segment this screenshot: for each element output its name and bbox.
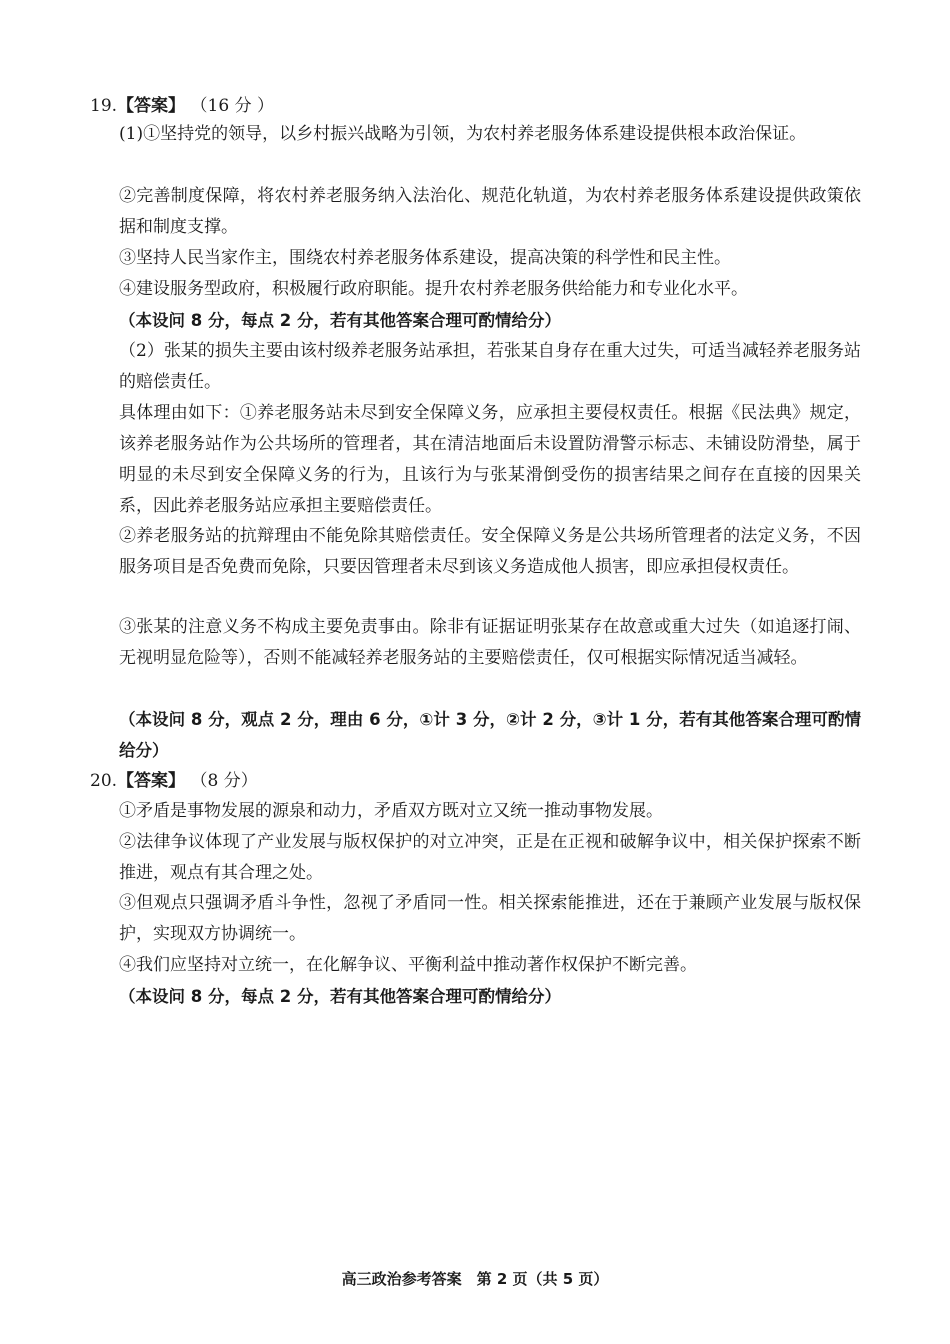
answer-paragraph: ①矛盾是事物发展的源泉和动力，矛盾双方既对立又统一推动事物发展。 <box>119 801 663 821</box>
answer-paragraph: ④建设服务型政府，积极履行政府职能。提升农村养老服务供给能力和专业化水平。 <box>119 279 748 299</box>
question-score: （8 分） <box>199 771 258 791</box>
answer-paragraph: ③但观点只强调矛盾斗争性，忽视了矛盾同一性。相关探索能推进，还在于兼顾产业发展与版权保护，实现双方协调统一。 <box>119 893 861 944</box>
answer-paragraph: ④我们应坚持对立统一，在化解争议、平衡利益中推动著作权保护不断完善。 <box>119 955 697 975</box>
scoring-note: （本设问 8 分，每点 2 分，若有其他答案合理可酌情给分） <box>119 987 561 1006</box>
answer-tag: 【答案】 <box>117 771 186 791</box>
page-footer: 高三政治参考答案 第 2 页（共 5 页） <box>341 1270 609 1288</box>
answer-paragraph: ③坚持人民当家作主，围绕农村养老服务体系建设，提高决策的科学性和民主性。 <box>119 248 731 268</box>
question-number: 19. <box>90 96 118 116</box>
answer-paragraph: ②养老服务站的抗辩理由不能免除其赔偿责任。安全保障义务是公共场所管理者的法定义务，不因服务项目是否免费而免除，只要因管理者未尽到该义务造成他人损害，即应承担侵权责任。 <box>119 526 861 577</box>
answer-tag: 【答案】 <box>117 96 186 116</box>
question-20-header <box>90 770 258 792</box>
answer-paragraph: (1)①坚持党的领导，以乡村振兴战略为引领，为农村养老服务体系建设提供根本政治保证。 <box>119 124 807 144</box>
answer-paragraph: ②法律争议体现了产业发展与版权保护的对立冲突，正是在正视和破解争议中，相关保护探索不断推进，观点有其合理之处。 <box>119 832 861 883</box>
scoring-note: （本设问 8 分，观点 2 分，理由 6 分，①计 3 分，②计 2 分，③计 1 分，若有其他答案合理可酌情给分） <box>119 710 861 760</box>
answer-paragraph: 具体理由如下：①养老服务站未尽到安全保障义务，应承担主要侵权责任。根据《民法典》规定，该养老服务站作为公共场所的管理者，其在清洁地面后未设置防滑警示标志、未铺设防滑垫，属于明显的未尽到安全保障义务的行为，且该行为与张某滑倒受伤的损害结果之间存在直接的因果关系，因此养老服务站应承担主要赔偿责任。 <box>119 403 861 516</box>
answer-paragraph: ②完善制度保障，将农村养老服务纳入法治化、规范化轨道，为农村养老服务体系建设提供政策依据和制度支撑。 <box>119 186 861 237</box>
scoring-note: （本设问 8 分，每点 2 分，若有其他答案合理可酌情给分） <box>119 311 561 330</box>
question-score: （16 分 ） <box>199 96 274 116</box>
question-19-header <box>90 95 274 117</box>
answer-paragraph: ③张某的注意义务不构成主要免责事由。除非有证据证明张某存在故意或重大过失（如追逐打闹、无视明显危险等），否则不能减轻养老服务站的主要赔偿责任，仅可根据实际情况适当减轻。 <box>119 617 861 668</box>
answer-paragraph: （2）张某的损失主要由该村级养老服务站承担，若张某自身存在重大过失，可适当减轻养老服务站的赔偿责任。 <box>119 341 861 392</box>
question-number: 20. <box>90 771 118 791</box>
